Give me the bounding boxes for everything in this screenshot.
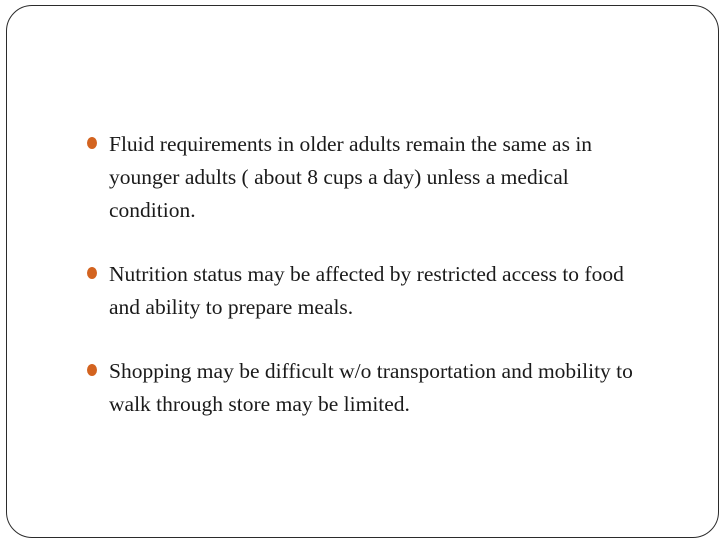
bullet-text-line: and ability to prepare meals. bbox=[109, 295, 354, 319]
bullet-text-line: Nutrition status may be affected by restricted access to food bbox=[109, 262, 624, 286]
bullet-text-line: Shopping may be difficult w/o transportation and mobility to bbox=[109, 359, 633, 383]
bullet-item bbox=[87, 355, 707, 421]
bullet-list bbox=[87, 128, 707, 452]
bullet-item bbox=[87, 258, 707, 324]
bullet-text-line: Fluid requirements in older adults remain the same as in bbox=[109, 132, 593, 156]
bullet-item bbox=[87, 128, 707, 227]
bullet-dot-icon bbox=[87, 364, 97, 376]
bullet-dot-icon bbox=[87, 137, 97, 149]
bullet-text-line: condition. bbox=[109, 198, 196, 222]
slide-frame bbox=[6, 5, 719, 538]
bullet-text-line: younger adults ( about 8 cups a day) unless a medical bbox=[109, 165, 569, 189]
bullet-text-line: walk through store may be limited. bbox=[109, 392, 410, 416]
bullet-dot-icon bbox=[87, 267, 97, 279]
